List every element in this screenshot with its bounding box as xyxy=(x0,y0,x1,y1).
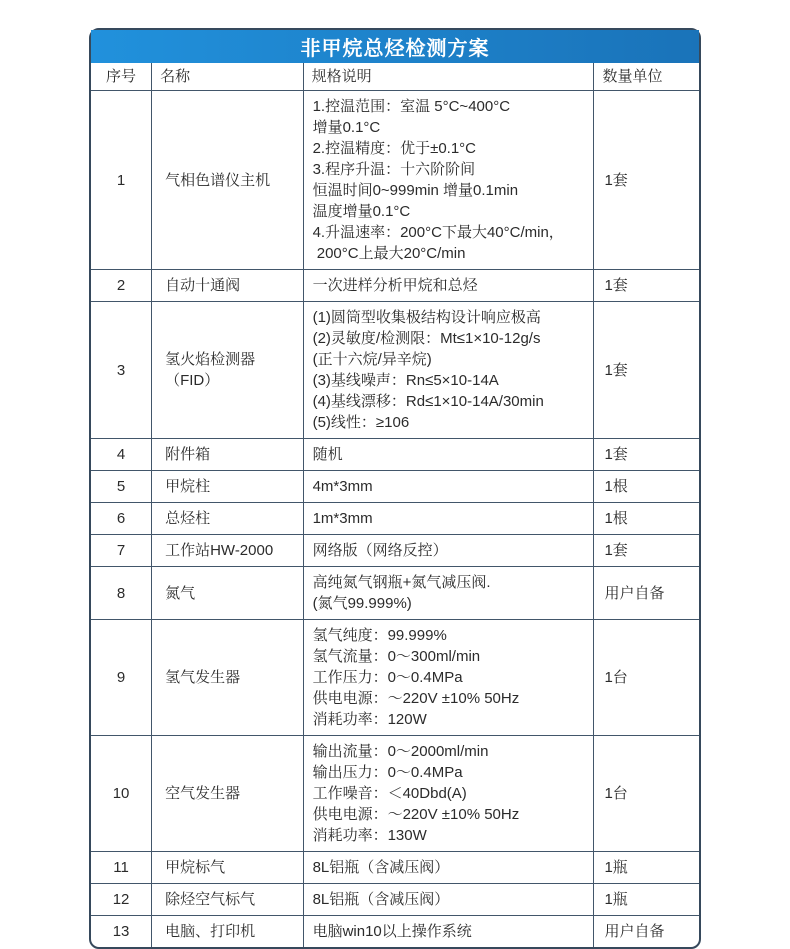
table-row xyxy=(91,270,699,302)
cell-qty: 1套 xyxy=(594,302,699,439)
cell-no: 3 xyxy=(91,302,152,439)
cell-no: 8 xyxy=(91,567,152,620)
cell-spec: 电脑win10以上操作系统 xyxy=(303,916,594,948)
table-row xyxy=(91,620,699,736)
table-row xyxy=(91,503,699,535)
cell-name: 甲烷标气 xyxy=(152,852,303,884)
cell-qty: 1台 xyxy=(594,620,699,736)
cell-spec: 网络版（网络反控） xyxy=(303,535,594,567)
cell-no: 5 xyxy=(91,471,152,503)
cell-qty: 1套 xyxy=(594,439,699,471)
table-row xyxy=(91,302,699,439)
detection-plan-panel xyxy=(89,28,701,949)
cell-qty: 1瓶 xyxy=(594,852,699,884)
spec-table xyxy=(91,63,699,947)
cell-qty: 用户自备 xyxy=(594,916,699,948)
page xyxy=(0,28,790,948)
cell-no: 6 xyxy=(91,503,152,535)
col-header-qty: 数量单位 xyxy=(594,63,699,91)
cell-spec: 高纯氮气钢瓶+氮气减压阀. (氮气99.999%) xyxy=(303,567,594,620)
cell-no: 13 xyxy=(91,916,152,948)
cell-name: 总烃柱 xyxy=(152,503,303,535)
table-row xyxy=(91,471,699,503)
cell-name: 电脑、打印机 xyxy=(152,916,303,948)
cell-qty: 1瓶 xyxy=(594,884,699,916)
table-row xyxy=(91,535,699,567)
cell-no: 1 xyxy=(91,91,152,270)
cell-name: 空气发生器 xyxy=(152,736,303,852)
cell-no: 9 xyxy=(91,620,152,736)
col-header-name: 名称 xyxy=(152,63,303,91)
cell-qty: 1台 xyxy=(594,736,699,852)
table-row xyxy=(91,567,699,620)
cell-name: 自动十通阀 xyxy=(152,270,303,302)
cell-qty: 1套 xyxy=(594,91,699,270)
cell-name: 附件箱 xyxy=(152,439,303,471)
cell-name: 气相色谱仪主机 xyxy=(152,91,303,270)
cell-name: 除烃空气标气 xyxy=(152,884,303,916)
cell-spec: 氢气纯度：99.999% 氢气流量：0～300ml/min 工作压力：0～0.4MPa 供电电源：～220V ±10% 50Hz 消耗功率：120W xyxy=(303,620,594,736)
table-row xyxy=(91,916,699,948)
cell-spec: 一次进样分析甲烷和总烃 xyxy=(303,270,594,302)
cell-spec: 8L铝瓶（含减压阀） xyxy=(303,884,594,916)
table-row xyxy=(91,91,699,270)
cell-no: 12 xyxy=(91,884,152,916)
cell-spec: 输出流量：0～2000ml/min 输出压力：0～0.4MPa 工作噪音：＜40Dbd(A) 供电电源：～220V ±10% 50Hz 消耗功率：130W xyxy=(303,736,594,852)
cell-name: 工作站HW-2000 xyxy=(152,535,303,567)
cell-qty: 用户自备 xyxy=(594,567,699,620)
cell-qty: 1套 xyxy=(594,535,699,567)
cell-name: 氢气发生器 xyxy=(152,620,303,736)
cell-qty: 1根 xyxy=(594,471,699,503)
cell-name: 氮气 xyxy=(152,567,303,620)
cell-name: 甲烷柱 xyxy=(152,471,303,503)
table-row xyxy=(91,439,699,471)
table-row xyxy=(91,884,699,916)
cell-no: 7 xyxy=(91,535,152,567)
cell-spec: (1)圆筒型收集极结构设计响应极高 (2)灵敏度/检测限：Mt≤1×10-12g/s (正十六烷/异辛烷) (3)基线噪声：Rn≤5×10-14A (4)基线漂移：Rd≤1×10-14A/30min (5)线性：≥106 xyxy=(303,302,594,439)
cell-no: 2 xyxy=(91,270,152,302)
cell-spec: 1.控温范围：室温 5°C~400°C 增量0.1°C 2.控温精度：优于±0.1°C 3.程序升温：十六阶阶间 恒温时间0~999min 增量0.1min 温度增量0.1°C 4.升温速率：200°C下最大40°C/min， 200°C上最大20°C/min xyxy=(303,91,594,270)
cell-qty: 1套 xyxy=(594,270,699,302)
table-row xyxy=(91,736,699,852)
cell-qty: 1根 xyxy=(594,503,699,535)
cell-spec: 4m*3mm xyxy=(303,471,594,503)
cell-no: 4 xyxy=(91,439,152,471)
panel-title: 非甲烷总烃检测方案 xyxy=(91,30,699,63)
table-row xyxy=(91,852,699,884)
cell-no: 10 xyxy=(91,736,152,852)
header-row xyxy=(91,63,699,91)
cell-name: 氢火焰检测器（FID） xyxy=(152,302,303,439)
cell-spec: 随机 xyxy=(303,439,594,471)
cell-spec: 8L铝瓶（含减压阀） xyxy=(303,852,594,884)
cell-spec: 1m*3mm xyxy=(303,503,594,535)
col-header-no: 序号 xyxy=(91,63,152,91)
col-header-spec: 规格说明 xyxy=(303,63,594,91)
cell-no: 11 xyxy=(91,852,152,884)
